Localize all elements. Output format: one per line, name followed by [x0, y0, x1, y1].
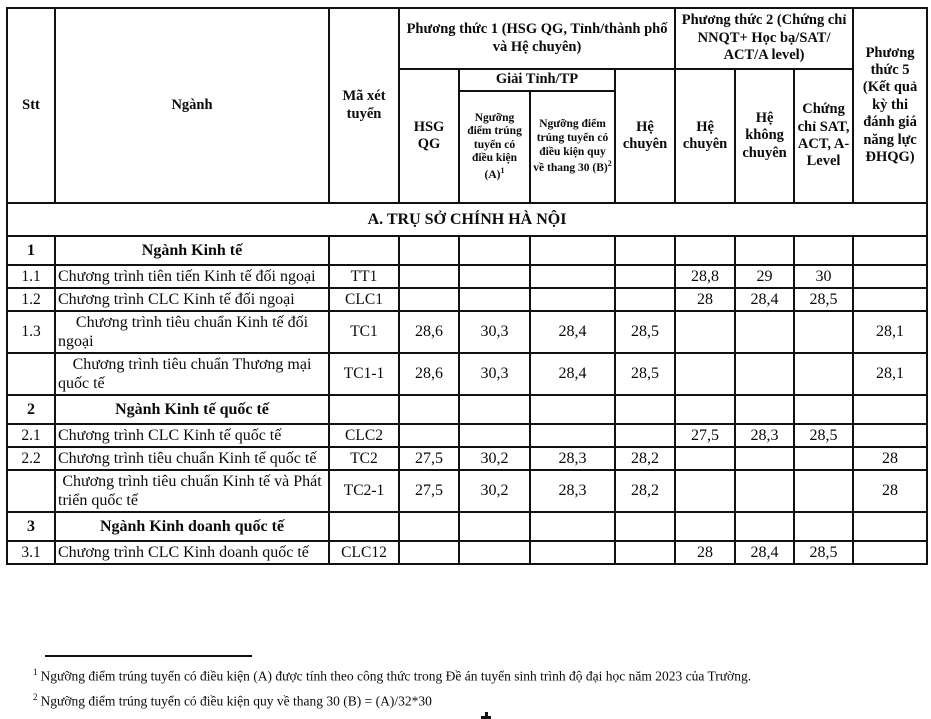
col-header-nganh: Ngành — [55, 8, 329, 203]
stt-cell — [7, 353, 55, 395]
stt-cell: 3.1 — [7, 541, 55, 564]
score-hsg-qg-cell — [399, 424, 459, 447]
score-he-chuyen-pt2-cell: 28 — [675, 541, 735, 564]
stt-cell — [7, 470, 55, 512]
score-he-chuyen-pt1-cell — [615, 424, 675, 447]
score-nguong-b-cell — [530, 265, 615, 288]
score-hsg-qg-cell: 28,6 — [399, 353, 459, 395]
score-phuong-thuc-5-cell — [853, 288, 927, 311]
empty-cell — [735, 395, 794, 424]
group-name-cell: Ngành Kinh tế — [55, 236, 329, 265]
score-he-khong-chuyen-cell — [735, 470, 794, 512]
empty-cell — [853, 395, 927, 424]
score-nguong-b-cell — [530, 424, 615, 447]
table-row-group — [7, 236, 927, 265]
stt-cell: 2 — [7, 395, 55, 424]
score-nguong-b-cell: 28,4 — [530, 353, 615, 395]
empty-cell — [329, 512, 399, 541]
empty-cell — [459, 395, 530, 424]
table-body — [7, 203, 927, 564]
stt-cell: 1.3 — [7, 311, 55, 353]
table-row-program — [7, 288, 927, 311]
score-nguong-a-cell — [459, 288, 530, 311]
score-hsg-qg-cell: 27,5 — [399, 447, 459, 470]
score-nguong-a-cell — [459, 265, 530, 288]
score-he-chuyen-pt1-cell: 28,5 — [615, 311, 675, 353]
table-row-program — [7, 353, 927, 395]
program-name-cell: Chương trình tiêu chuẩn Kinh tế đối ngoại — [55, 311, 329, 353]
score-nguong-a-cell: 30,2 — [459, 470, 530, 512]
empty-cell — [459, 512, 530, 541]
col-header-phuong-thuc-5: Phương thức 5 (Kết quả kỳ thi đánh giá năng lực ĐHQG) — [853, 8, 927, 203]
empty-cell — [399, 512, 459, 541]
col-header-he-chuyen-pt2: Hệ chuyên — [675, 69, 735, 203]
empty-cell — [675, 236, 735, 265]
score-phuong-thuc-5-cell: 28,1 — [853, 311, 927, 353]
table-row-group — [7, 512, 927, 541]
empty-cell — [530, 512, 615, 541]
score-chung-chi-cell — [794, 447, 853, 470]
empty-cell — [615, 512, 675, 541]
empty-cell — [615, 236, 675, 265]
stt-cell: 3 — [7, 512, 55, 541]
footnote-separator-rule — [45, 655, 252, 657]
nguong-b-label: Ngưỡng điểm trúng tuyển có điều kiện quy về thang 30 (B) — [533, 118, 609, 174]
code-cell: TT1 — [329, 265, 399, 288]
footnote-2 — [33, 687, 913, 712]
score-he-chuyen-pt2-cell — [675, 353, 735, 395]
table-row-program — [7, 541, 927, 564]
score-hsg-qg-cell: 27,5 — [399, 470, 459, 512]
score-phuong-thuc-5-cell — [853, 541, 927, 564]
score-hsg-qg-cell — [399, 265, 459, 288]
score-he-chuyen-pt2-cell: 27,5 — [675, 424, 735, 447]
col-header-hsg-qg: HSG QG — [399, 69, 459, 203]
program-name-cell: Chương trình CLC Kinh tế quốc tế — [55, 424, 329, 447]
table-row-program — [7, 470, 927, 512]
empty-cell — [399, 236, 459, 265]
footnote-2-text: Ngưỡng điểm trúng tuyển có điều kiện quy về thang 30 (B) = (A)/32*30 — [40, 693, 432, 708]
stt-cell: 1.1 — [7, 265, 55, 288]
col-header-chung-chi-sat-act-alevel: Chứng chỉ SAT, ACT, A-Level — [794, 69, 853, 203]
score-phuong-thuc-5-cell: 28 — [853, 447, 927, 470]
score-chung-chi-cell — [794, 353, 853, 395]
score-hsg-qg-cell: 28,6 — [399, 311, 459, 353]
score-nguong-b-cell: 28,3 — [530, 470, 615, 512]
empty-cell — [399, 395, 459, 424]
score-he-khong-chuyen-cell: 28,4 — [735, 541, 794, 564]
col-header-he-khong-chuyen: Hệ không chuyên — [735, 69, 794, 203]
col-header-nguong-diem-a — [459, 91, 530, 203]
score-chung-chi-cell: 28,5 — [794, 288, 853, 311]
score-nguong-b-cell: 28,4 — [530, 311, 615, 353]
footnotes — [33, 655, 913, 711]
table-row-program — [7, 447, 927, 470]
score-he-chuyen-pt2-cell — [675, 447, 735, 470]
empty-cell — [735, 512, 794, 541]
code-cell: CLC2 — [329, 424, 399, 447]
admission-score-table — [6, 7, 928, 565]
empty-cell — [794, 395, 853, 424]
score-he-chuyen-pt1-cell: 28,2 — [615, 447, 675, 470]
score-hsg-qg-cell — [399, 288, 459, 311]
footnote-ref-1: 1 — [500, 165, 505, 175]
cutoff-fragment-base — [481, 716, 491, 719]
score-he-khong-chuyen-cell: 29 — [735, 265, 794, 288]
score-phuong-thuc-5-cell — [853, 424, 927, 447]
header-row-1 — [7, 8, 927, 69]
score-he-chuyen-pt1-cell — [615, 541, 675, 564]
section-title: A. TRỤ SỞ CHÍNH HÀ NỘI — [7, 203, 927, 236]
score-nguong-a-cell: 30,3 — [459, 311, 530, 353]
score-phuong-thuc-5-cell: 28 — [853, 470, 927, 512]
score-nguong-a-cell — [459, 424, 530, 447]
score-chung-chi-cell: 28,5 — [794, 424, 853, 447]
stt-cell: 1.2 — [7, 288, 55, 311]
program-name-cell: Chương trình tiêu chuẩn Thương mại quốc tế — [55, 353, 329, 395]
score-chung-chi-cell: 28,5 — [794, 541, 853, 564]
score-he-khong-chuyen-cell — [735, 447, 794, 470]
empty-cell — [794, 236, 853, 265]
col-header-he-chuyen-pt1: Hệ chuyên — [615, 69, 675, 203]
empty-cell — [794, 512, 853, 541]
footnote-1 — [33, 662, 913, 687]
empty-cell — [329, 236, 399, 265]
empty-cell — [530, 395, 615, 424]
score-nguong-b-cell — [530, 541, 615, 564]
score-hsg-qg-cell — [399, 541, 459, 564]
empty-cell — [853, 236, 927, 265]
score-he-chuyen-pt2-cell — [675, 311, 735, 353]
cutoff-character-fragment — [480, 712, 492, 718]
score-he-chuyen-pt1-cell — [615, 265, 675, 288]
col-header-phuong-thuc-1: Phương thức 1 (HSG QG, Tỉnh/thành phố và Hệ chuyên) — [399, 8, 675, 69]
table-header — [7, 8, 927, 203]
empty-cell — [853, 512, 927, 541]
score-he-chuyen-pt2-cell: 28 — [675, 288, 735, 311]
score-he-chuyen-pt2-cell: 28,8 — [675, 265, 735, 288]
program-name-cell: Chương trình CLC Kinh doanh quốc tế — [55, 541, 329, 564]
col-header-phuong-thuc-2: Phương thức 2 (Chứng chỉ NNQT+ Học bạ/SAT/ ACT/A level) — [675, 8, 853, 69]
empty-cell — [675, 395, 735, 424]
empty-cell — [530, 236, 615, 265]
empty-cell — [329, 395, 399, 424]
table-row-program — [7, 311, 927, 353]
code-cell: TC1 — [329, 311, 399, 353]
program-name-cell: Chương trình tiêu chuẩn Kinh tế quốc tế — [55, 447, 329, 470]
score-he-chuyen-pt1-cell: 28,5 — [615, 353, 675, 395]
nguong-a-label: Ngưỡng điểm trúng tuyển có điều kiện (A) — [467, 111, 522, 181]
col-header-nguong-diem-b — [530, 91, 615, 203]
score-he-khong-chuyen-cell: 28,3 — [735, 424, 794, 447]
stt-cell: 2.1 — [7, 424, 55, 447]
footnote-1-text: Ngưỡng điểm trúng tuyển có điều kiện (A) được tính theo công thức trong Đề án tuyển sinh trình độ đại học năm 2023 của Trường. — [40, 668, 752, 684]
score-he-chuyen-pt2-cell — [675, 470, 735, 512]
footnote-ref-2: 2 — [607, 159, 612, 169]
col-header-ma-xet-tuyen: Mã xét tuyển — [329, 8, 399, 203]
score-nguong-b-cell — [530, 288, 615, 311]
col-header-stt: Stt — [7, 8, 55, 203]
code-cell: TC1-1 — [329, 353, 399, 395]
table-row-program — [7, 265, 927, 288]
stt-cell: 1 — [7, 236, 55, 265]
code-cell: TC2-1 — [329, 470, 399, 512]
score-nguong-a-cell: 30,2 — [459, 447, 530, 470]
group-name-cell: Ngành Kinh doanh quốc tế — [55, 512, 329, 541]
score-chung-chi-cell — [794, 470, 853, 512]
score-he-khong-chuyen-cell — [735, 353, 794, 395]
table-row-section — [7, 203, 927, 236]
score-nguong-a-cell — [459, 541, 530, 564]
empty-cell — [459, 236, 530, 265]
group-name-cell: Ngành Kinh tế quốc tế — [55, 395, 329, 424]
table-row-program — [7, 424, 927, 447]
score-chung-chi-cell — [794, 311, 853, 353]
program-name-cell: Chương trình CLC Kinh tế đối ngoại — [55, 288, 329, 311]
score-he-khong-chuyen-cell — [735, 311, 794, 353]
score-nguong-a-cell: 30,3 — [459, 353, 530, 395]
footnote-2-marker: 2 — [33, 691, 38, 702]
program-name-cell: Chương trình tiêu chuẩn Kinh tế và Phát triển quốc tế — [55, 470, 329, 512]
stt-cell: 2.2 — [7, 447, 55, 470]
score-he-chuyen-pt1-cell: 28,2 — [615, 470, 675, 512]
code-cell: TC2 — [329, 447, 399, 470]
empty-cell — [735, 236, 794, 265]
code-cell: CLC12 — [329, 541, 399, 564]
score-phuong-thuc-5-cell: 28,1 — [853, 353, 927, 395]
score-nguong-b-cell: 28,3 — [530, 447, 615, 470]
score-phuong-thuc-5-cell — [853, 265, 927, 288]
col-header-giai-tinh-tp: Giải Tỉnh/TP — [459, 69, 615, 91]
score-he-khong-chuyen-cell: 28,4 — [735, 288, 794, 311]
table-row-group — [7, 395, 927, 424]
score-he-chuyen-pt1-cell — [615, 288, 675, 311]
program-name-cell: Chương trình tiên tiến Kinh tế đối ngoại — [55, 265, 329, 288]
code-cell: CLC1 — [329, 288, 399, 311]
empty-cell — [675, 512, 735, 541]
score-chung-chi-cell: 30 — [794, 265, 853, 288]
footnote-1-marker: 1 — [33, 667, 38, 677]
empty-cell — [615, 395, 675, 424]
